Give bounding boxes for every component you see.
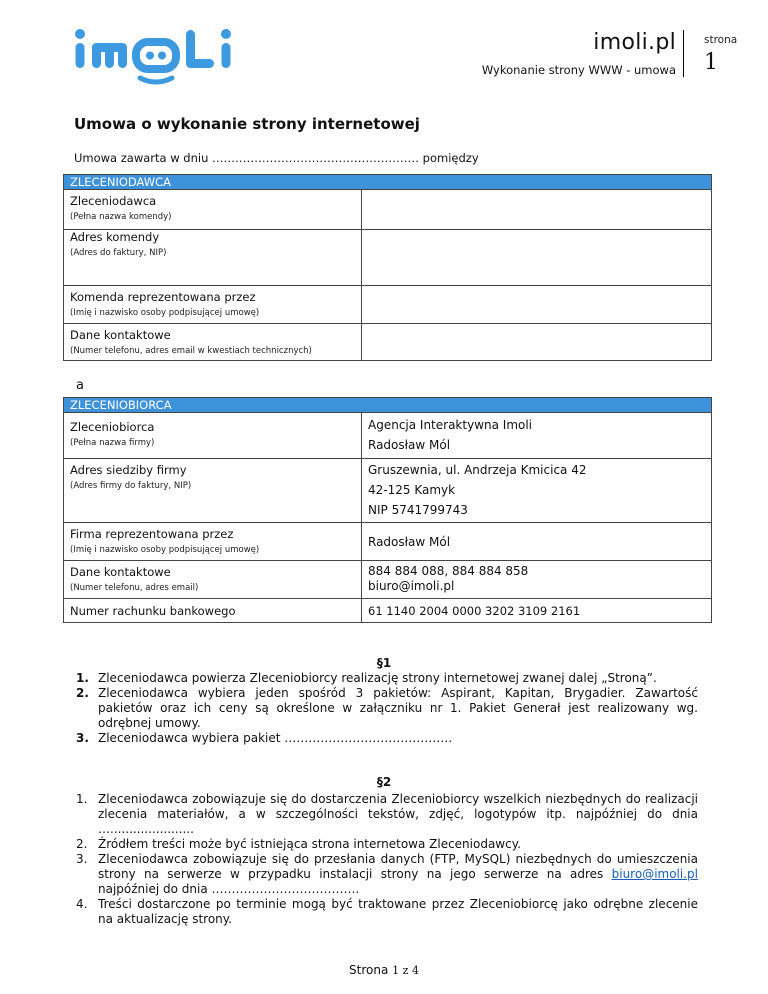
- row-hint: (Imię i nazwisko osoby podpisującej umowę): [70, 308, 260, 318]
- document-title: Umowa o wykonanie strony internetowej: [74, 115, 420, 133]
- table-row: [64, 561, 712, 599]
- address-city: 42-125 Kamyk: [368, 483, 456, 497]
- value-cell[interactable]: [362, 324, 712, 361]
- point-number: 3.: [76, 852, 88, 866]
- point-number: 4.: [76, 897, 88, 911]
- table-row: [64, 286, 712, 324]
- row-hint: (Adres do faktury, NIP): [70, 248, 167, 258]
- row-hint: (Pełna nazwa firmy): [70, 438, 155, 448]
- point-text: Zleceniodawca zobowiązuje się do dostarczenia Zleceniobiorcy wszelkich niezbędnych do realizacji zlecenia materiałów, a w szczególności tekstów, zdjęć, logotypów itp. najpóźniej do dnia …......................: [98, 792, 698, 836]
- zleceniodawca-table: [63, 174, 712, 361]
- row-label: Numer rachunku bankowego: [70, 603, 236, 618]
- list-item: [76, 671, 698, 686]
- page-label: strona: [704, 34, 738, 46]
- list-item: [76, 897, 698, 927]
- list-item: [76, 837, 698, 852]
- row-hint: (Numer telefonu, adres email): [70, 583, 199, 593]
- list-item: [76, 686, 698, 731]
- brand-name: imoli.pl: [593, 30, 676, 55]
- point-text: Zleceniodawca powierza Zleceniobiorcy realizację strony internetowej zwanej dalej „Stroną”.: [98, 671, 657, 685]
- table-row: [64, 523, 712, 561]
- list-item: [76, 852, 698, 897]
- section-1-list: [76, 671, 698, 746]
- imoli-logo: [74, 28, 270, 86]
- contractor-name: Agencja Interaktywna Imoli: [368, 418, 533, 432]
- point-text-after: najpóźniej do dnia ……………………………….: [98, 882, 360, 896]
- list-item: [76, 792, 698, 837]
- section-2-title: §2: [376, 775, 392, 789]
- row-hint: (Pełna nazwa komendy): [70, 212, 172, 222]
- page-footer: [0, 963, 768, 977]
- footer-middle: z: [399, 964, 412, 977]
- point-number: 2.: [76, 686, 89, 700]
- zleceniobiorca-table: [63, 397, 712, 623]
- row-label: Firma reprezentowana przez: [70, 527, 234, 541]
- page-number: 1: [704, 50, 718, 75]
- contact-email: biuro@imoli.pl: [368, 579, 455, 593]
- point-text: Treści dostarczone po terminie mogą być traktowane przez Zleceniobiorcę jako odrębne zlecenie na aktualizację strony.: [98, 897, 698, 926]
- representative-name: Radosław Mól: [368, 534, 451, 549]
- table-row: [64, 190, 712, 230]
- row-label: Adres komendy: [70, 230, 160, 244]
- address-street: Gruszewnia, ul. Andrzeja Kmicica 42: [368, 463, 587, 477]
- table-row: [64, 413, 712, 459]
- value-cell[interactable]: [362, 190, 712, 230]
- row-label: Adres siedziby firmy: [70, 463, 187, 477]
- zleceniodawca-header: ZLECENIODAWCA: [64, 175, 712, 190]
- section-1-title: §1: [376, 656, 392, 670]
- table-row: [64, 599, 712, 623]
- point-text: Zleceniodawca wybiera jeden spośród 3 pakietów: Aspirant, Kapitan, Brygadier. Zawartość pakietów oraz ich ceny są określone w załączniku nr 1. Pakiet Generał jest realizowany wg. odrębnej umowy.: [98, 686, 698, 730]
- contractor-person: Radosław Mól: [368, 438, 451, 452]
- value-cell[interactable]: [362, 286, 712, 324]
- table-row: [64, 324, 712, 361]
- row-label: Dane kontaktowe: [70, 328, 171, 342]
- point-text: Zleceniodawca zobowiązuje się do przesłania danych (FTP, MySQL) niezbędnych do umieszczenia strony na serwerze w przypadku instalacji strony na jego serwerze na adres: [98, 852, 698, 881]
- row-label: Dane kontaktowe: [70, 565, 171, 579]
- point-text: Zleceniodawca wybiera pakiet ……………………………………: [98, 731, 453, 745]
- row-label: Zleceniobiorca: [70, 420, 155, 434]
- row-label: Zleceniodawca: [70, 194, 157, 208]
- intro-line: Umowa zawarta w dniu ……………………………………………… pomiędzy: [74, 151, 479, 165]
- value-cell[interactable]: [362, 230, 712, 286]
- conjunction-text: a: [76, 378, 84, 393]
- footer-current-page: 1: [392, 964, 400, 977]
- point-text: Źródłem treści może być istniejąca strona internetowa Zleceniodawcy.: [98, 837, 521, 851]
- point-number: 2.: [76, 837, 88, 851]
- header-divider: [683, 30, 684, 77]
- point-number: 1.: [76, 671, 89, 685]
- zleceniobiorca-header: ZLECENIOBIORCA: [64, 398, 712, 413]
- footer-prefix: Strona: [349, 963, 393, 977]
- address-nip: NIP 5741799743: [368, 503, 468, 517]
- bank-account: 61 1140 2004 0000 3202 3109 2161: [368, 603, 581, 618]
- contact-phones: 884 884 088, 884 884 858: [368, 564, 529, 578]
- row-hint: (Adres firmy do faktury, NIP): [70, 481, 192, 491]
- header-subtitle: Wykonanie strony WWW - umowa: [481, 63, 676, 77]
- email-link[interactable]: biuro@imoli.pl: [611, 867, 698, 881]
- row-label: Komenda reprezentowana przez: [70, 290, 256, 304]
- point-number: 1.: [76, 792, 88, 806]
- footer-total-pages: 4: [411, 964, 419, 977]
- section-2-list: [76, 792, 698, 927]
- list-item: [76, 731, 698, 746]
- table-row: [64, 230, 712, 286]
- row-hint: (Imię i nazwisko osoby podpisującej umowę): [70, 545, 260, 555]
- point-number: 3.: [76, 731, 89, 745]
- row-hint: (Numer telefonu, adres email w kwestiach technicznych): [70, 346, 312, 356]
- table-row: [64, 459, 712, 523]
